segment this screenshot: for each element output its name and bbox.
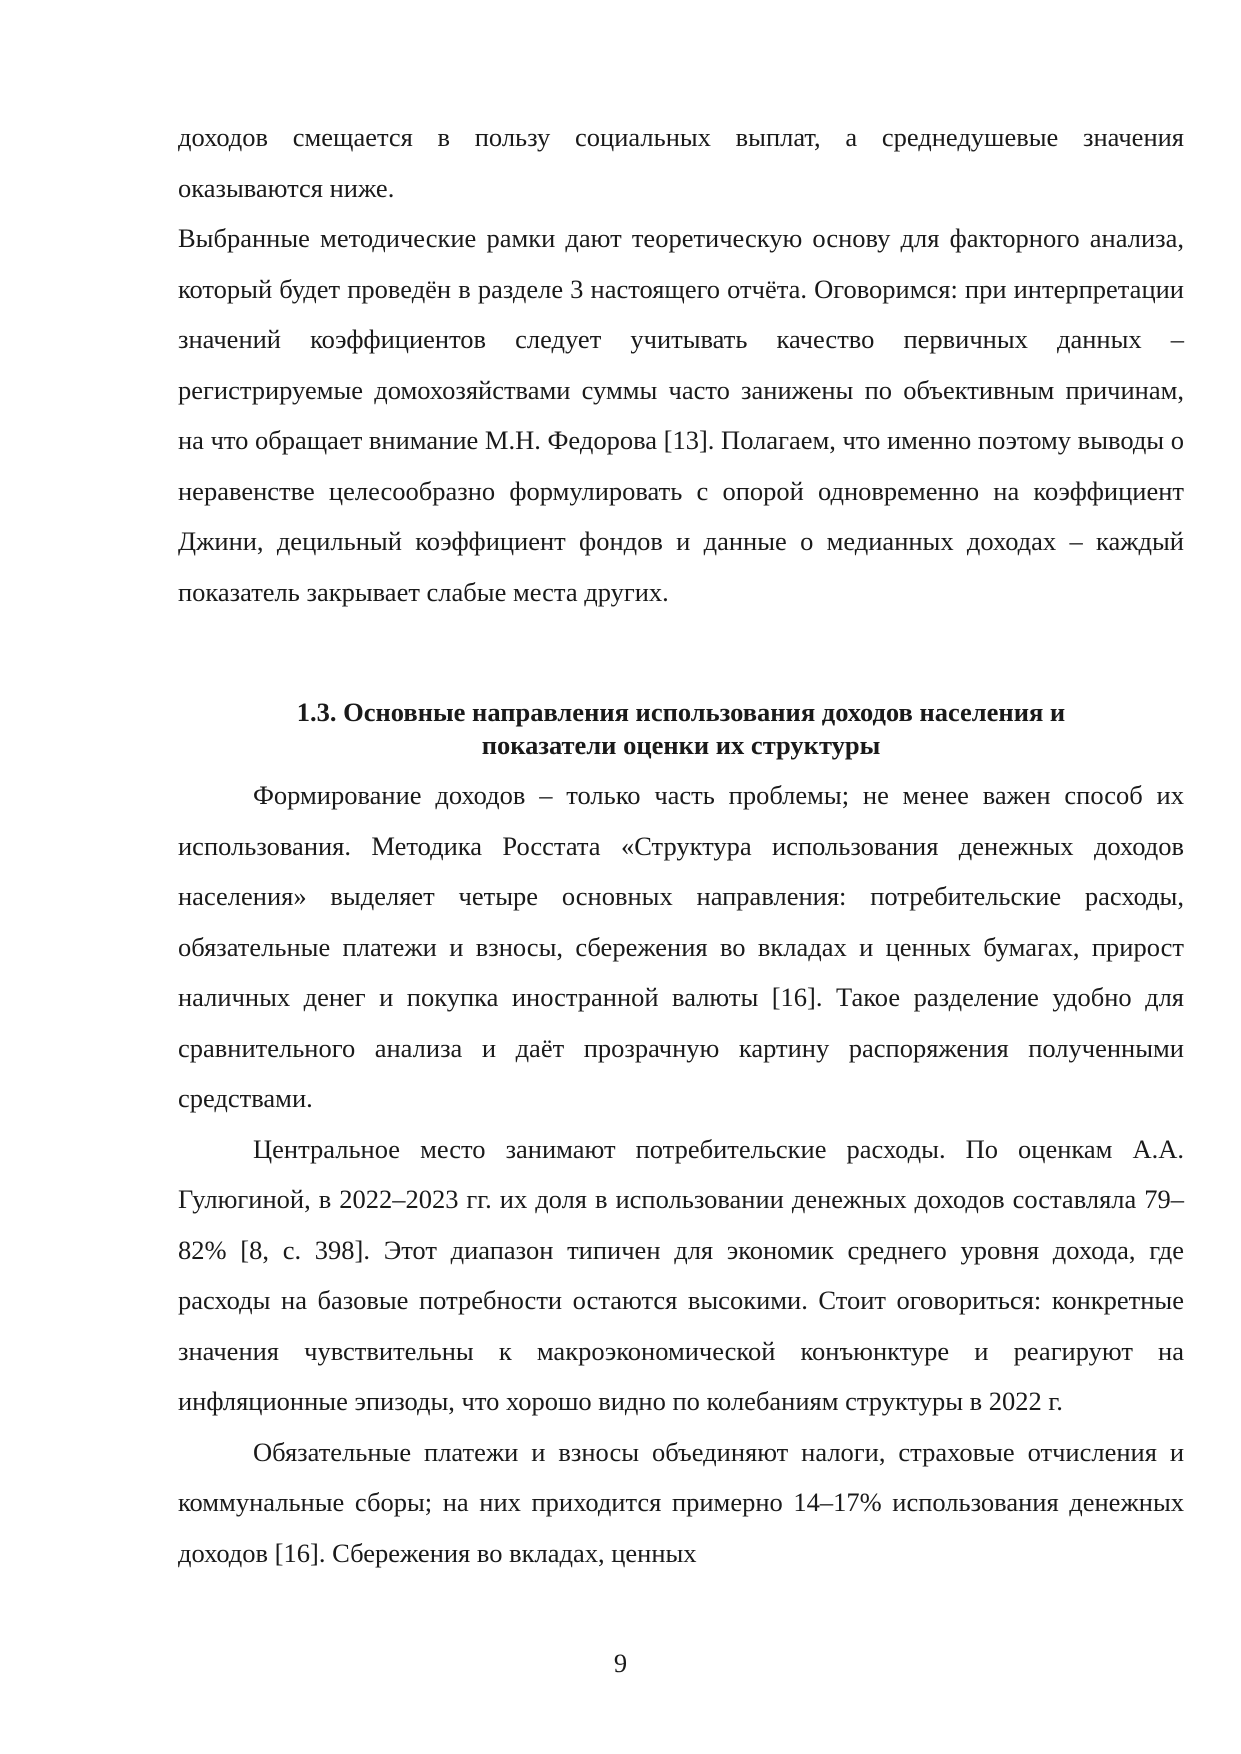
section-heading xyxy=(178,696,1184,762)
paragraph-consumer-spending: Центральное место занимают потребительские расходы. По оценкам А.А. Гулюгиной, в 2022–2023 гг. их доля в использовании денежных доходов составляла 79–82% [8, с. 398]. Этот диапазон типичен для экономик среднего уровня дохода, где расходы на базовые потребности остаются высокими. Стоит оговориться: конкретные значения чувствительны к макроэкономической конъюнктуре и реагируют на инфляционные эпизоды, что хорошо видно по колебаниям структуры в 2022 г. xyxy=(178,1133,1184,1416)
paragraph-continuation: доходов смещается в пользу социальных выплат, а среднедушевые значения оказываются ниже. xyxy=(178,122,1184,203)
paragraph-income-use: Формирование доходов – только часть проблемы; не менее важен способ их использования. Методика Росстата «Структура использования денежных доходов населения» выделяет четыре основных направления: потребительские расходы, обязательные платежи и взносы, сбережения во вкладах и ценных бумагах, прирост наличных денег и покупка иностранной валюты [16]. Такое разделение удобно для сравнительного анализа и даёт прозрачную картину распоряжения полученными средствами. xyxy=(178,780,1184,1113)
paragraph-mandatory-payments: Обязательные платежи и взносы объединяют налоги, страховые отчисления и коммунальные сборы; на них приходится примерно 14–17% использования денежных доходов [16]. Сбережения во вкладах, ценных xyxy=(178,1436,1184,1568)
page-number: 9 xyxy=(613,1648,628,1678)
section-heading-line-2: показатели оценки их структуры xyxy=(481,730,881,760)
text-block-bottom xyxy=(178,770,1184,1578)
text-block-top xyxy=(178,112,1184,617)
paragraph-methodology: Выбранные методические рамки дают теоретическую основу для факторного анализа, который будет проведён в разделе 3 настоящего отчёта. Оговоримся: при интерпретации значений коэффициентов следует учитывать качество первичных данных – регистрируемые домохозяйствами суммы часто занижены по объективным причинам, на что обращает внимание М.Н. Федорова [13]. Полагаем, что именно поэтому выводы о неравенстве целесообразно формулировать с опорой одновременно на коэффициент Джини, децильный коэффициент фондов и данные о медианных доходах – каждый показатель закрывает слабые места других. xyxy=(178,223,1184,607)
section-heading-line-1: 1.3. Основные направления использования доходов населения и xyxy=(296,697,1066,727)
